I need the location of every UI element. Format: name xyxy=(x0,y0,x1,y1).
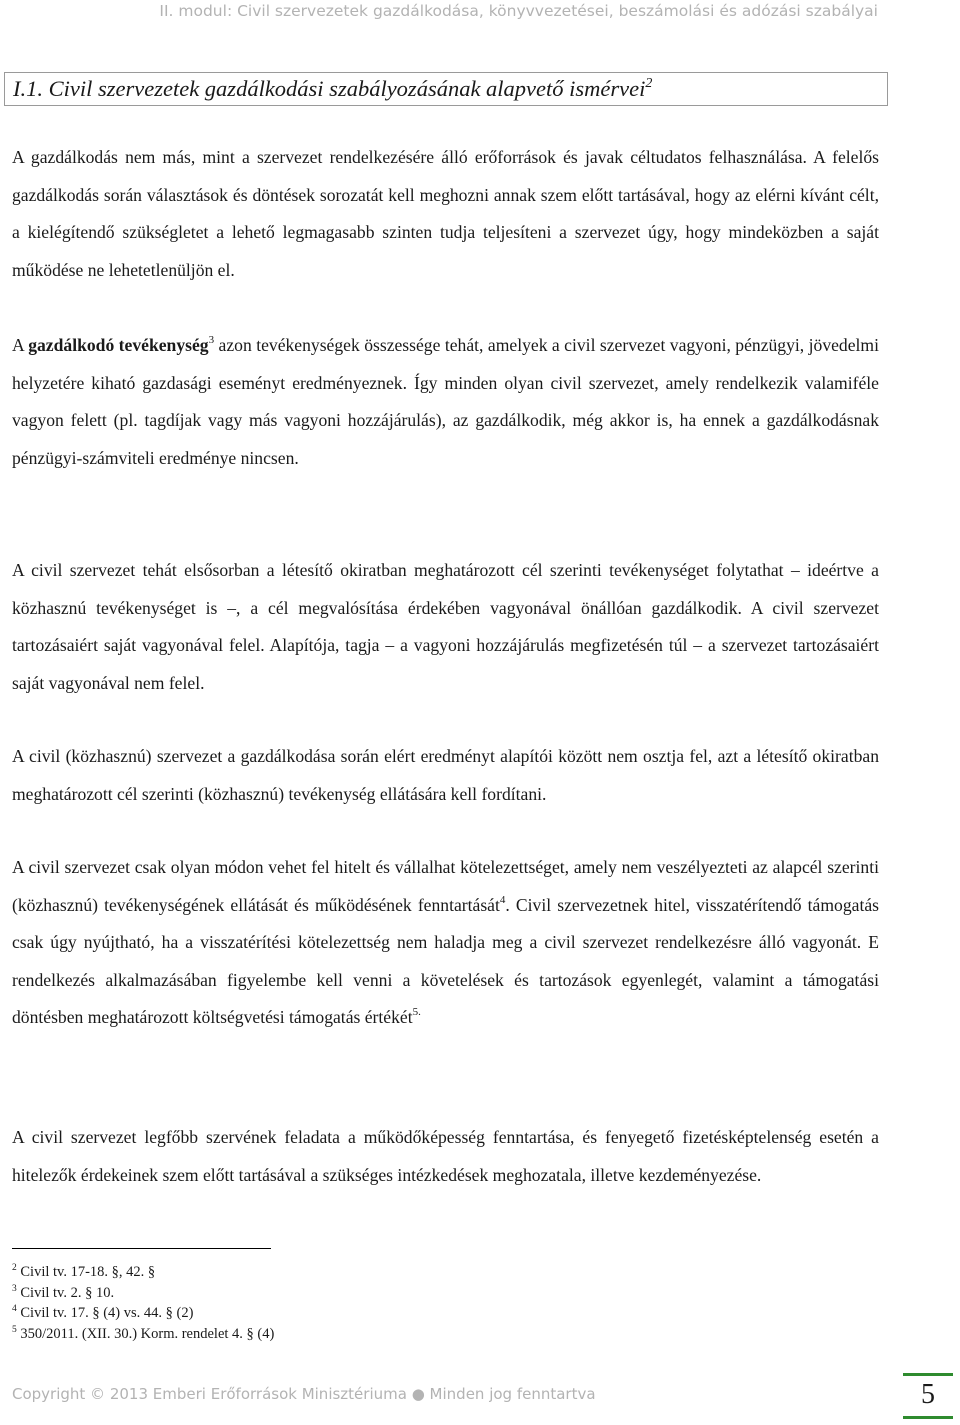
paragraph-6 xyxy=(12,1119,879,1194)
footnote-separator xyxy=(12,1248,271,1249)
page-number: 5 xyxy=(921,1379,935,1410)
paragraph-1-text: A gazdálkodás nem más, mint a szervezet rendelkezésére álló erőforrások és javak céltudatos felhasználása. A felelős gazdálkodás során választások és döntések sorozatát kell meghozni annak szem előtt tartásával, hogy az elérni kívánt célt, a kielégítendő szükségletet a lehető legmagasabb szinten tudja teljesíteni a szervezet úgy, hogy mindeközben a saját működése ne lehetetlenüljön el. xyxy=(12,147,879,280)
paragraph-2-lead: A xyxy=(12,335,24,355)
footnote-text: Civil tv. 2. § 10. xyxy=(20,1284,115,1301)
paragraph-5-part-a: A civil szervezet csak olyan módon vehet fel hitelt és vállalhat kötelezettséget, amely nem veszélyezteti az alapcél szerinti (közhasznú) tevékenységének ellátását és működésének fenntartását xyxy=(12,857,879,915)
paragraph-5-text xyxy=(12,849,879,1037)
footnote-4 xyxy=(12,1303,274,1324)
running-header: II. modul: Civil szervezetek gazdálkodása, könyvvezetései, beszámolási és adózási szabályai xyxy=(159,2,878,20)
footnote-ref-4: 4 xyxy=(499,893,506,906)
section-heading-box xyxy=(4,72,888,106)
footnote-ref-3: 3 xyxy=(208,334,215,346)
footnote-text: 350/2011. (XII. 30.) Korm. rendelet 4. § (4) xyxy=(20,1325,275,1342)
paragraph-4 xyxy=(12,738,879,813)
paragraph-3-text: A civil szervezet tehát elsősorban a létesítő okiratban meghatározott cél szerinti tevékenységet folytathat – ideértve a közhasznú tevékenységet is –, a cél megvalósítása érdekében vagyonával önállóan gazdálkodik. A civil szervezet tartozásaiért saját vagyonával felel. Alapítója, tagja – a vagyoni hozzájárulás megfizetésén túl – a szervezet tartozásaiért saját vagyonával nem felel. xyxy=(12,560,879,693)
paragraph-4-text: A civil (közhasznú) szervezet a gazdálkodása során elért eredményt alapítói között nem osztja fel, azt a létesítő okiratban meghatározott cél szerinti (közhasznú) tevékenység ellátására kell fordítani. xyxy=(12,746,879,804)
paragraph-2-rest: azon tevékenységek összessége tehát, amelyek a civil szervezet vagyoni, pénzügyi, jövedelmi helyzetére kiható gazdasági eseményt eredményeznek. Így minden olyan civil szervezet, amely rendelkezik valamiféle vagyon felett (pl. tagdíjak vagy más vagyoni hozzájárulás), az gazdálkodik, még akkor is, ha ennek a gazdálkodásnak pénzügyi-számviteli eredménye nincsen. xyxy=(12,335,879,468)
footnote-3 xyxy=(12,1283,274,1304)
paragraph-5-part-b: . Civil szervezetnek hitel, visszatérítendő támogatás csak úgy nyújtható, ha a visszatérítési kötelezettség nem haladja meg a civil szervezet rendelkezésre álló vagyonát. E rendelkezés alkalmazásában figyelembe kell venni a követelések és tartozások egyenlegét, valamint a támogatási döntésben meghatározott költségvetési támogatás értékét xyxy=(12,894,879,1027)
footnote-5 xyxy=(12,1324,274,1345)
paragraph-3 xyxy=(12,552,879,702)
paragraph-6-text: A civil szervezet legfőbb szervének feladata a működőképesség fenntartása, és fenyegető fizetésképtelenség esetén a hitelezők érdekeinek szem előtt tartásával a szükséges intézkedések meghozatala, illetve kezdeményezése. xyxy=(12,1127,879,1185)
heading-footnote-ref: 2 xyxy=(645,76,653,91)
paragraph-2-text xyxy=(12,327,879,477)
footnote-text: Civil tv. 17. § (4) vs. 44. § (2) xyxy=(20,1305,194,1321)
footnote-ref-5: 5. xyxy=(412,1006,421,1018)
paragraph-1 xyxy=(12,139,879,289)
term-gazdalkodo-tevekenyseg: gazdálkodó tevékenység xyxy=(28,335,209,355)
copyright-footer: Copyright © 2013 Emberi Erőforrások Minisztériuma ● Minden jog fenntartva xyxy=(12,1385,596,1403)
section-heading xyxy=(13,76,652,102)
footnote-number: 5 xyxy=(12,1324,17,1335)
paragraph-2 xyxy=(12,327,879,477)
section-heading-text: I.1. Civil szervezetek gazdálkodási szabályozásának alapvető ismérvei xyxy=(13,76,646,101)
page-number-box xyxy=(903,1373,953,1419)
footnote-number: 4 xyxy=(12,1304,17,1314)
paragraph-5 xyxy=(12,849,879,1037)
footnote-2 xyxy=(12,1262,274,1283)
footnote-text: Civil tv. 17-18. §, 42. § xyxy=(20,1264,156,1280)
footnote-number: 2 xyxy=(12,1263,17,1273)
footnotes xyxy=(12,1262,274,1344)
footnote-number: 3 xyxy=(12,1283,17,1294)
